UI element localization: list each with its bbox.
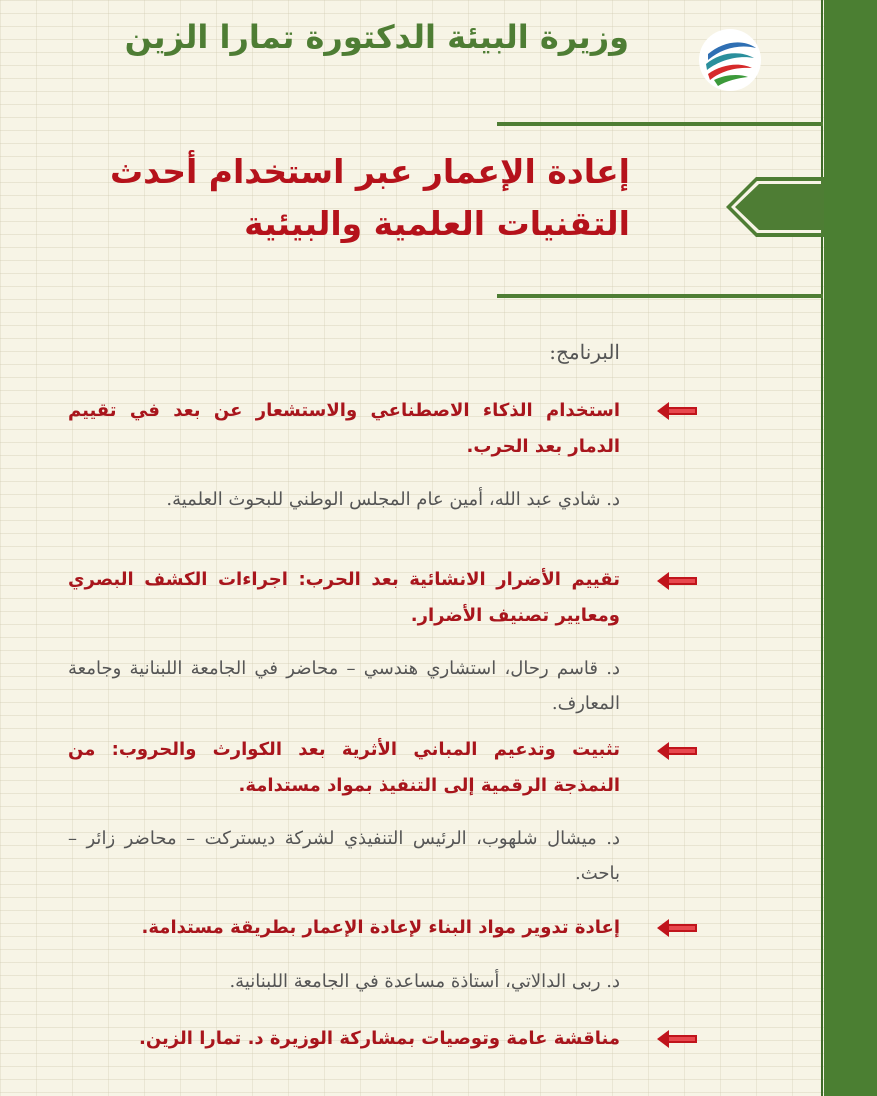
title-pointer-icon <box>724 177 824 237</box>
ministry-logo-icon <box>698 28 762 92</box>
program-item-speaker: د. ميشال شلهوب، الرئيس التنفيذي لشركة ديستركت – محاضر زائر – باحث. <box>68 828 620 884</box>
program-item-speaker: د. قاسم رحال، استشاري هندسي – محاضر في الجامعة اللبنانية وجامعة المعارف. <box>68 658 620 714</box>
program-item-title: مناقشة عامة وتوصيات بمشاركة الوزيرة د. تمارا الزين. <box>139 1028 620 1049</box>
red-arrow-icon <box>657 572 697 590</box>
event-title: إعادة الإعمار عبر استخدام أحدث التقنيات العلمية والبيئية <box>110 152 630 243</box>
red-arrow-icon <box>657 1030 697 1048</box>
red-arrow-icon <box>657 742 697 760</box>
program-item-title: إعادة تدوير مواد البناء لإعادة الإعمار بطريقة مستدامة. <box>141 917 620 938</box>
program-item-speaker: د. ربى الدالاتي، أستاذة مساعدة في الجامعة اللبنانية. <box>229 971 620 992</box>
red-arrow-icon <box>657 919 697 937</box>
program-item-speaker: د. شادي عبد الله، أمين عام المجلس الوطني للبحوث العلمية. <box>166 489 620 510</box>
top-divider <box>497 122 823 126</box>
program-item-title: استخدام الذكاء الاصطناعي والاستشعار عن بعد في تقييم الدمار بعد الحرب. <box>68 400 620 457</box>
program-item-title: تثبيت وتدعيم المباني الأثرية بعد الكوارث والحروب: من النمذجة الرقمية إلى التنفيذ بمواد مستدامة. <box>68 739 620 796</box>
program-item-title: تقييم الأضرار الانشائية بعد الحرب: اجراءات الكشف البصري ومعايير تصنيف الأضرار. <box>68 569 620 626</box>
green-sidebar <box>824 0 877 1096</box>
sidebar-divider <box>821 0 823 1096</box>
red-arrow-icon <box>657 402 697 420</box>
ministry-title: وزيرة البيئة الدكتورة تمارا الزين <box>124 18 629 56</box>
bottom-divider <box>497 294 823 298</box>
program-label: البرنامج: <box>549 340 620 364</box>
